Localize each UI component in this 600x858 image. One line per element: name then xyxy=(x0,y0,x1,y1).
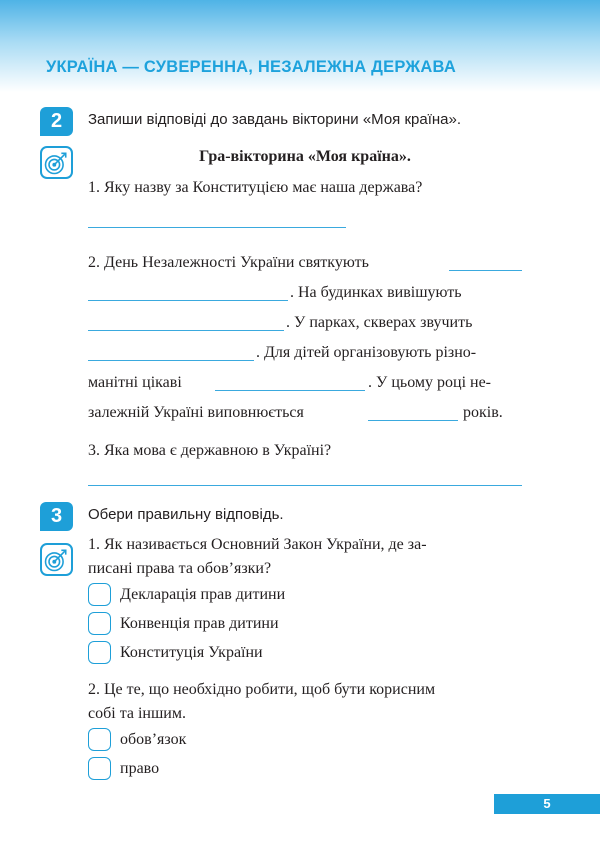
task-number-badge: 2 xyxy=(40,107,73,136)
question-text: 3. Яка мова є державною в Україні? xyxy=(88,442,332,459)
answer-checkbox[interactable] xyxy=(88,641,111,664)
page-header-title: УКРАЇНА — СУВЕРЕННА, НЕЗАЛЕЖНА ДЕРЖАВА xyxy=(46,58,456,76)
header-band xyxy=(0,0,600,92)
target-icon xyxy=(40,146,73,179)
question-text: залежній Україні виповнюється xyxy=(88,404,304,421)
option-label: Декларація прав дитини xyxy=(120,586,286,603)
question-text: манітні цікаві xyxy=(88,374,182,391)
question-text: . Для дітей організовують різно- xyxy=(256,344,477,361)
quiz-title: Гра-вікторина «Моя країна». xyxy=(199,148,411,165)
target-icon xyxy=(40,543,73,576)
answer-line[interactable] xyxy=(215,390,365,391)
answer-line[interactable] xyxy=(88,360,254,361)
task-number-badge: 3 xyxy=(40,502,73,531)
question-text: 1. Як називається Основний Закон України, де за- xyxy=(88,536,427,553)
task-instruction: Запиши відповіді до завдань вікторини «Моя країна». xyxy=(88,111,462,128)
option-label: право xyxy=(120,760,160,777)
question-text: собі та іншим. xyxy=(88,705,186,722)
option-label: Конституція України xyxy=(120,644,263,661)
question-text: 2. День Незалежності України святкують xyxy=(88,254,369,271)
task-instruction: Обери правильну відповідь. xyxy=(88,506,284,523)
answer-checkbox[interactable] xyxy=(88,583,111,606)
answer-line[interactable] xyxy=(88,300,288,301)
answer-checkbox[interactable] xyxy=(88,757,111,780)
question-text: років. xyxy=(463,404,503,421)
question-text: . У парках, скверах звучить xyxy=(286,314,473,331)
option-label: обов’язок xyxy=(120,731,187,748)
answer-checkbox[interactable] xyxy=(88,728,111,751)
answer-line[interactable] xyxy=(449,270,522,271)
answer-line[interactable] xyxy=(88,330,284,331)
answer-line[interactable] xyxy=(368,420,458,421)
question-text: . У цьому році не- xyxy=(368,374,492,391)
answer-line[interactable] xyxy=(88,227,346,228)
answer-line[interactable] xyxy=(88,485,522,486)
question-text: 1. Яку назву за Конституцією має наша держава? xyxy=(88,179,423,196)
page-number: 5 xyxy=(494,794,600,814)
answer-checkbox[interactable] xyxy=(88,612,111,635)
option-label: Конвенція прав дитини xyxy=(120,615,279,632)
question-text: писані права та обов’язки? xyxy=(88,560,272,577)
question-text: . На будинках вивішують xyxy=(290,284,462,301)
question-text: 2. Це те, що необхідно робити, щоб бути корисним xyxy=(88,681,436,698)
